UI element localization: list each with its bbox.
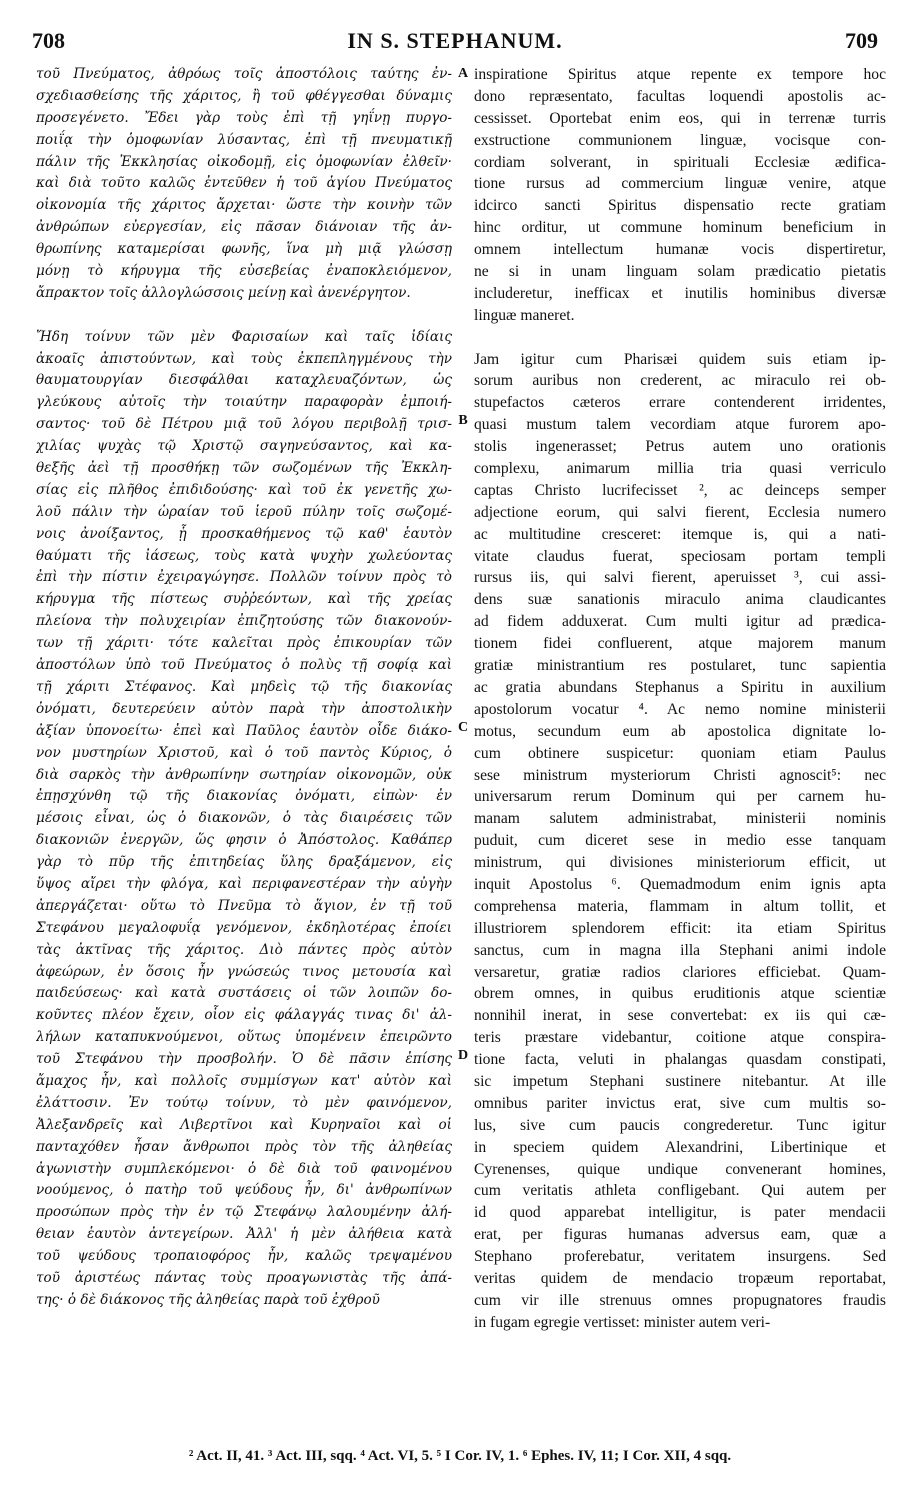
latin-text-line: complexu, animarum millia tria quasi verriculo: [474, 460, 886, 478]
footnotes: ² Act. II, 41. ³ Act. III, sqq. ⁴ Act. VI, 5. ⁵ I Cor. IV, 1. ⁶ Ephes. IV, 11; I Cor. XII, 4 sqq.: [188, 1448, 732, 1464]
latin-text-line: Cyrenenses, quique undique convenerant homines,: [474, 1160, 886, 1178]
latin-text-line: obrem omnes, in quibus eruditionis atque scientiæ: [474, 985, 886, 1003]
section-marker-d: D: [457, 1048, 469, 1063]
greek-text-line: τοῦ ψεύδους τροπαιοφόρος ἦν, καλῶς τρεψαμένου: [36, 1248, 452, 1265]
latin-text-line: veritas quidem de mendacio tropæum reportabat,: [474, 1269, 886, 1287]
running-header: [32, 28, 878, 54]
latin-text-line: illustriorem splendorem efficit: ita etiam Spiritus: [474, 919, 886, 937]
greek-column: [36, 64, 452, 1312]
greek-text-line: σχεδιασθείσης τῆς χάριτος, ἢ τοῦ φθέγγεσθαι δύναμις: [36, 87, 452, 104]
latin-text-line: inspiratione Spiritus atque repente ex tempore hoc: [474, 66, 886, 83]
greek-text-line: πανταχόθεν ἦσαν ἄνθρωποι πρὸς τὸν τῆς ἀληθείας: [36, 1138, 452, 1155]
greek-text-line: ἀγωνιστὴν συμπλεκόμενοι· ὁ δὲ διὰ τοῦ φαινομένου: [36, 1160, 452, 1177]
latin-text-line: includeretur, inefficax et inutilis hominibus diversæ: [474, 284, 886, 302]
greek-text-line: σίας εἰς πλῆθος ἐπιδιδούσης· καὶ τοῦ ἐκ γενετῆς χω-: [36, 481, 452, 498]
greek-text-line: ἀξίαν ὑπονοείτω· ἐπεὶ καὶ Παῦλος ἑαυτὸν οἶδε διάκο-: [36, 722, 452, 739]
latin-text-line: tione facta, veluti in phalangas quasdam constipati,: [474, 1051, 886, 1069]
latin-text-line: cum veritatis athleta confligebant. Qui autem per: [474, 1182, 886, 1200]
latin-text-line: Stephano proferebatur, veritatem insurgens. Sed: [474, 1248, 886, 1266]
paragraph-gap: [474, 327, 886, 349]
latin-text-line: in fugam egregie vertisset: minister autem veri-: [474, 1313, 771, 1331]
greek-text-line: κήρυγμα τῆς πίστεως συῤῥεόντων, καὶ τῆς χρείας: [36, 591, 452, 608]
greek-text-line: νοούμενος, ὁ πατὴρ τοῦ ψεύδους ἦν, δι' ἀνθρωπίνων: [36, 1182, 452, 1199]
latin-text-line: sorum auribus non crederent, ac miraculo rei ob-: [474, 372, 886, 390]
greek-text-line: ἀκοαῖς ἀπιστούντων, καὶ τοὺς ἐκπεπληγμένους τὴν: [36, 350, 452, 367]
latin-text-line: sese ministrum mysteriorum Christi agnoscit⁵: nec: [474, 766, 886, 784]
greek-text-line: πάλιν τῆς Ἐκκλησίας οἰκοδομῇ, εἰς ὁμοφωνίαν ἐλθεῖν·: [36, 153, 452, 170]
latin-text-line: comprehensa materia, flammam in altum tollit, et: [474, 897, 886, 915]
latin-text-line: apostolorum vocatur ⁴. Ac nemo nomine ministerii: [474, 700, 886, 718]
latin-text-line: ministrum, qui divisiones ministeriorum efficit, ut: [474, 854, 886, 872]
greek-text-line: γλεύκους αὐτοῖς τὴν τοιαύτην παραφορὰν ἐμποιή-: [36, 394, 452, 411]
latin-text-line: inquit Apostolus ⁶. Quemadmodum enim ignis apta: [474, 875, 886, 893]
greek-text-line: μόνῃ τὸ κήρυγμα τῆς εὐσεβείας ἐναποκλειόμενον,: [36, 263, 452, 280]
greek-text-line: τοῦ ἀριστέως πάντας τοὺς προαγωνιστὰς τῆς ἀπά-: [36, 1269, 452, 1286]
greek-text-line: θειαν ἑαυτὸν ἀντεγείρων. Ἀλλ' ἡ μὲν ἀλήθεια κατὰ: [36, 1226, 452, 1243]
latin-text-line: Jam igitur cum Pharisæi quidem suis etiam ip-: [474, 350, 886, 368]
latin-text-line: captas Christo lucrifecisset ², ac deinceps semper: [474, 481, 886, 499]
latin-text-line: tione rursus ad commercium linguæ venire, atque: [474, 175, 886, 193]
greek-text-line: τῇ χάριτι Στέφανος. Καὶ μηδεὶς τῷ τῆς διακονίας: [36, 678, 452, 695]
greek-text-line: ὀνόματι, δευτερεύειν αὐτὸν παρὰ τὴν ἀποστολικὴν: [36, 700, 452, 717]
greek-text-line: λήλων καταπυκνούμενοι, οὕτως ὑπομένειν ἐπειρῶντο: [36, 1029, 452, 1046]
greek-text-line: σαντος· τοῦ δὲ Πέτρου μιᾷ τοῦ λόγου περιβολῇ τρισ-: [36, 416, 452, 433]
latin-text-line: ne si in unam linguam solam prædicatio pietatis: [474, 263, 886, 281]
latin-text-line: cessisset. Oportebat enim eos, qui in terrenæ turris: [474, 109, 886, 127]
latin-text-line: ad fidem adduxerat. Cum multi igitur ad prædica-: [474, 613, 886, 631]
latin-text-line: vitate claudus fuerat, speciosam portam templi: [474, 547, 886, 565]
greek-text-line: ποιΐᾳ τὴν ὁμοφωνίαν λύσαντας, ἐπὶ τῇ πνευματικῇ: [36, 131, 452, 148]
greek-text-line: ἀποστόλων ὑπὸ τοῦ Πνεύματος ὁ πολὺς τῇ σοφίᾳ καὶ: [36, 657, 452, 674]
greek-text-line: Ἤδη τοίνυν τῶν μὲν Φαρισαίων καὶ ταῖς ἰδίαις: [36, 328, 452, 345]
greek-text-line: ἄμαχος ἦν, καὶ πολλοῖς συμμίσγων κατ' αὐτὸν καὶ: [36, 1072, 452, 1089]
greek-text-line: προσώπων πρὸς τὴν ἐν τῷ Στεφάνῳ λαλουμένην ἀλή-: [36, 1204, 452, 1221]
greek-text-line: γὰρ τὸ πῦρ τῆς ἐπιτηδείας ὕλης δραξάμενον, εἰς: [36, 854, 452, 871]
latin-text-line: tionem fidei confluerent, atque majorem manum: [474, 635, 886, 653]
greek-text-line: ἐλάττοσιν. Ἐν τούτῳ τοίνυν, τὸ μὲν φαινόμενον,: [36, 1094, 452, 1111]
latin-text-line: erat, per figuras humanas adversus eam, quæ a: [474, 1226, 886, 1244]
latin-text-line: linguæ maneret.: [474, 306, 575, 324]
greek-text-line: ἐπὶ τὴν πίστιν ἐχειραγώγησε. Πολλῶν τοίνυν πρὸς τὸ: [36, 569, 452, 586]
running-title: IN S. STEPHANUM.: [347, 28, 563, 53]
greek-text-line: τοῦ Πνεύματος, ἀθρόως τοῖς ἀποστόλοις ταύτης ἐν-: [36, 66, 452, 82]
latin-text-line: hinc orditur, ut commune hominum beneficium in: [474, 219, 886, 237]
latin-text-line: stupefactos cæteros errare contenderent irridentes,: [474, 394, 886, 412]
latin-text-line: cum vir ille strenuus omnes propugnatores fraudis: [474, 1291, 886, 1309]
greek-text-line: πλείονα τὴν πολυχειρίαν ἐπιζητούσης τῶν διακονούν-: [36, 613, 452, 630]
latin-text-line: id quod apparebat intelligitur, is pater mendacii: [474, 1204, 886, 1222]
greek-text-line: της· ὁ δὲ διάκονος τῆς ἀληθείας παρὰ τοῦ ἐχθροῦ: [36, 1291, 380, 1308]
latin-text-line: lus, sive cum paucis congrederetur. Tunc igitur: [474, 1116, 886, 1134]
latin-text-line: ac gratia abundans Stephanus a Spiritu in auxilium: [474, 678, 886, 696]
greek-text-line: θρωπίνης καταμερίσαι φωνῆς, ἵνα μὴ μιᾷ γλώσσῃ: [36, 241, 452, 258]
paragraph-gap: [36, 305, 452, 327]
latin-text-line: omnibus pariter invictus erat, sive cum multis so-: [474, 1094, 886, 1112]
greek-text-line: καὶ διὰ τοῦτο καλῶς ἐντεῦθεν ἡ τοῦ ἁγίου Πνεύματος: [36, 175, 452, 192]
greek-text-line: Ἀλεξανδρεῖς καὶ Λιβερτῖνοι καὶ Κυρηναῖοι καὶ οἱ: [36, 1116, 452, 1133]
latin-text-line: cum obtinere suspicetur: quoniam etiam Paulus: [474, 744, 886, 762]
greek-text-line: ἀφεώρων, ἐν ὅσοις ἦν γνώσεώς τινος μετουσία καὶ: [36, 963, 452, 980]
latin-text-line: exstructione communionem linguæ, vocisque con-: [474, 131, 886, 149]
greek-text-line: ἀπεργάζεται· οὕτω τὸ Πνεῦμα τὸ ἅγιον, ἐν τῇ τοῦ: [36, 897, 452, 914]
greek-text-line: οἰκονομία τῆς χάριτος ἄρχεται· ὥστε τὴν κοινὴν τῶν: [36, 197, 452, 214]
greek-text-line: διακονιῶν ἐνεργῶν, ὥς φησιν ὁ Ἀπόστολος. Καθάπερ: [36, 832, 452, 849]
latin-text-line: idcirco sancti Spiritus dispensatio recte gratiam: [474, 197, 886, 215]
greek-text-line: ἄπρακτον τοῖς ἀλλογλώσσοις μείνῃ καὶ ἀνενέργητον.: [36, 284, 411, 301]
latin-text-line: sic impetum Stephani sustinere nitebantur. At ille: [474, 1072, 886, 1090]
greek-text-line: των τῇ χάριτι· τότε καλεῖται πρὸς ἐπικουρίαν τῶν: [36, 635, 452, 652]
latin-text-line: cordiam solverant, in spirituali Ecclesiæ ædifica-: [474, 153, 886, 171]
section-marker-a: A: [457, 66, 469, 81]
greek-text-line: χιλίας ψυχὰς τῷ Χριστῷ σαγηνεύσαντος, καὶ κα-: [36, 438, 452, 455]
greek-text-line: λοῦ πάλιν τὴν ὡραίαν τοῦ ἱεροῦ πύλην τοῖς σωζομέ-: [36, 503, 452, 520]
latin-text-line: quasi mustum talem vecordiam atque furorem apo-: [474, 416, 886, 434]
latin-column: [474, 64, 886, 1334]
latin-text-line: dono repræsentato, facultas loquendi apostolis ac-: [474, 87, 886, 105]
greek-text-line: θαύματι τῆς ἰάσεως, τοὺς κατὰ ψυχὴν χωλεύοντας: [36, 547, 452, 564]
latin-text-line: ac multitudine cresceret: itemque is, qui a nati-: [474, 525, 886, 543]
latin-text-line: versaretur, gratiæ radios clariores efficiebat. Quam-: [474, 963, 886, 981]
greek-text-line: μέσοις εἶναι, ὡς ὁ διακονῶν, ὁ τὰς διαιρέσεις τῶν: [36, 810, 452, 827]
greek-text-line: τὰς ἀκτῖνας τῆς χάριτος. Διὸ πάντες πρὸς αὐτὸν: [36, 941, 452, 958]
latin-text-line: stolis ingenerasset; Petrus autem uno orationis: [474, 438, 886, 456]
greek-text-line: προσεγένετο. Ἔδει γὰρ τοὺς ἐπὶ τῇ γηΐνῃ πυργο-: [36, 109, 452, 126]
latin-text-line: rursus iis, qui salvi fierent, aperuisset ³, cui assi-: [474, 569, 886, 587]
latin-text-line: nonnihil inerat, in sese convertebat: ex iis qui cæ-: [474, 1007, 886, 1025]
greek-text-line: νοις ἀνοίξαντος, ᾗ προσκαθήμενος τῷ καθ' ἑαυτὸν: [36, 525, 452, 542]
greek-text-line: διὰ σαρκὸς τὴν ἀνθρωπίνην σωτηρίαν οἰκονομῶν, οὐκ: [36, 766, 452, 783]
latin-text-line: teris præstare videbantur, coitione atque conspira-: [474, 1029, 886, 1047]
greek-text-line: θαυματουργίαν διεσφάλθαι καταχλευαζόντων, ὡς: [36, 372, 452, 389]
greek-text-line: παιδεύσεως· καὶ κατὰ συστάσεις οἱ τῶν λοιπῶν δο-: [36, 985, 452, 1002]
latin-text-line: gratiæ ministrantium res postularet, tunc sapientia: [474, 657, 886, 675]
latin-text-line: dens suæ sanationis miraculo anima claudicantes: [474, 591, 886, 609]
page-number-right: 709: [845, 28, 878, 53]
greek-text-line: νον μυστηρίων Χριστοῦ, καὶ ὁ τοῦ παντὸς Κύριος, ὁ: [36, 744, 452, 761]
latin-text-line: motus, secundum eum ab apostolica dignitate lo-: [474, 722, 886, 740]
greek-text-line: Στεφάνου μεγαλοφυΐᾳ γενόμενον, ἐκδηλοτέρας ἐποίει: [36, 919, 452, 936]
greek-text-line: ὕψος αἴρει τὴν φλόγα, καὶ περιφανεστέραν τὴν αὐγὴν: [36, 875, 452, 892]
latin-text-line: adjectione eorum, qui salvi fierent, Ecclesia numero: [474, 503, 886, 521]
latin-text-line: manam salutem administrabat, ministerii nominis: [474, 810, 886, 828]
latin-text-line: sanctus, cum in magna illa Stephani animi indole: [474, 941, 886, 959]
greek-text-line: ἐπῃσχύνθη τῷ τῆς διακονίας ὀνόματι, εἰπὼν· ἐν: [36, 788, 452, 805]
greek-text-line: θεξῆς ἀεὶ τῇ προσθήκῃ τῶν σωζομένων τῆς Ἐκκλη-: [36, 460, 452, 477]
latin-text-line: omnem intellectum humanæ vocis dispertiretur,: [474, 241, 886, 259]
greek-text-line: τοῦ Στεφάνου τὴν προσβολήν. Ὁ δὲ πᾶσιν ἐπίσης: [36, 1051, 452, 1068]
greek-text-line: ἀνθρώπων εὐεργεσίαν, εἰς πᾶσαν διάνοιαν τῆς ἀν-: [36, 219, 452, 236]
section-marker-b: B: [458, 413, 468, 428]
greek-text-line: κοῦντες πλέον ἔχειν, οἷον εἰς φάλαγγάς τινας δι' ἀλ-: [36, 1007, 452, 1024]
latin-text-line: in speciem quidem Alexandrini, Libertinique et: [474, 1138, 886, 1156]
latin-text-line: universarum rerum Dominum qui per carnem hu-: [474, 788, 886, 806]
latin-text-line: puduit, cum diceret sese in medio esse tanquam: [474, 832, 886, 850]
page-number-left: 708: [32, 28, 65, 53]
section-marker-c: C: [457, 720, 469, 735]
